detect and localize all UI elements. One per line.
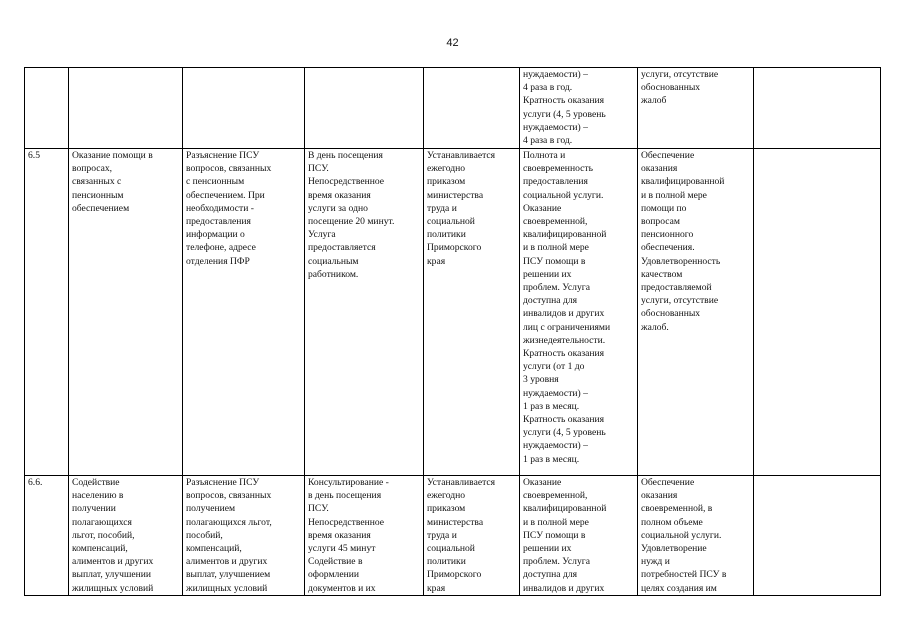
cell-service-content xyxy=(183,68,305,149)
table-row xyxy=(25,149,881,476)
cell-note xyxy=(754,68,881,149)
cell-num: 6.6. xyxy=(25,476,69,596)
cell-cost: Устанавливается ежегодно приказом министерства труда и социальной политики Приморского края xyxy=(424,149,520,476)
cell-service-content: Разъяснение ПСУ вопросов, связанных с пенсионным обеспечением. При необходимости - предоставления информации о телефоне, адресе отделения ПФР xyxy=(183,149,305,476)
page-number: 42 xyxy=(446,37,459,49)
table-row xyxy=(25,68,881,149)
cell-num xyxy=(25,68,69,149)
cell-evaluation: Обеспечение оказания своевременной, в полном объеме социальной услуги. Удовлетворение нужд и потребностей ПСУ в целях создания им xyxy=(638,476,754,596)
cell-service-name xyxy=(69,68,183,149)
cell-timing: Консультирование - в день посещения ПСУ. Непосредственное время оказания услуги 45 минут Содействие в оформлении документов и их xyxy=(305,476,424,596)
cell-quality-indicators: Оказание своевременной, квалифицированной и в полной мере ПСУ помощи в решении их проблем. Услуга доступна для инвалидов и других xyxy=(520,476,638,596)
cell-timing xyxy=(305,68,424,149)
cell-evaluation: услуги, отсутствие обоснованных жалоб xyxy=(638,68,754,149)
cell-cost: Устанавливается ежегодно приказом министерства труда и социальной политики Приморского края xyxy=(424,476,520,596)
cell-quality-indicators: нуждаемости) – 4 раза в год. Кратность оказания услуги (4, 5 уровень нуждаемости) – 4 раза в год. xyxy=(520,68,638,149)
cell-quality-indicators: Полнота и своевременность предоставления социальной услуги. Оказание своевременной, квалифицированной и в полной мере ПСУ помощи в решении их проблем. Услуга доступна для инвалидов и других лиц с ограничениями жизнедеятельности. Кратность оказания услуги (от 1 до 3 уровня нуждаемости) – 1 раз в месяц. Кратность оказания услуги (4, 5 уровень нуждаемости) – 1 раз в месяц. xyxy=(520,149,638,476)
cell-service-name: Содействие населению в получении полагающихся льгот, пособий, компенсаций, алиментов и других выплат, улучшении жилищных условий xyxy=(69,476,183,596)
cell-note xyxy=(754,149,881,476)
cell-num: 6.5 xyxy=(25,149,69,476)
cell-evaluation: Обеспечение оказания квалифицированной и в полной мере помощи по вопросам пенсионного обеспечения. Удовлетворенность качеством предоставляемой услуги, отсутствие обоснованных жалоб. xyxy=(638,149,754,476)
cell-service-content: Разъяснение ПСУ вопросов, связанных получением полагающихся льгот, пособий, компенсаций, алиментов и других выплат, улучшением жилищных условий xyxy=(183,476,305,596)
table-row xyxy=(25,476,881,596)
cell-service-name: Оказание помощи в вопросах, связанных с пенсионным обеспечением xyxy=(69,149,183,476)
cell-note xyxy=(754,476,881,596)
cell-timing: В день посещения ПСУ. Непосредственное время оказания услуги за одно посещение 20 минут. Услуга предоставляется социальным работником. xyxy=(305,149,424,476)
cell-cost xyxy=(424,68,520,149)
services-table xyxy=(24,67,881,596)
